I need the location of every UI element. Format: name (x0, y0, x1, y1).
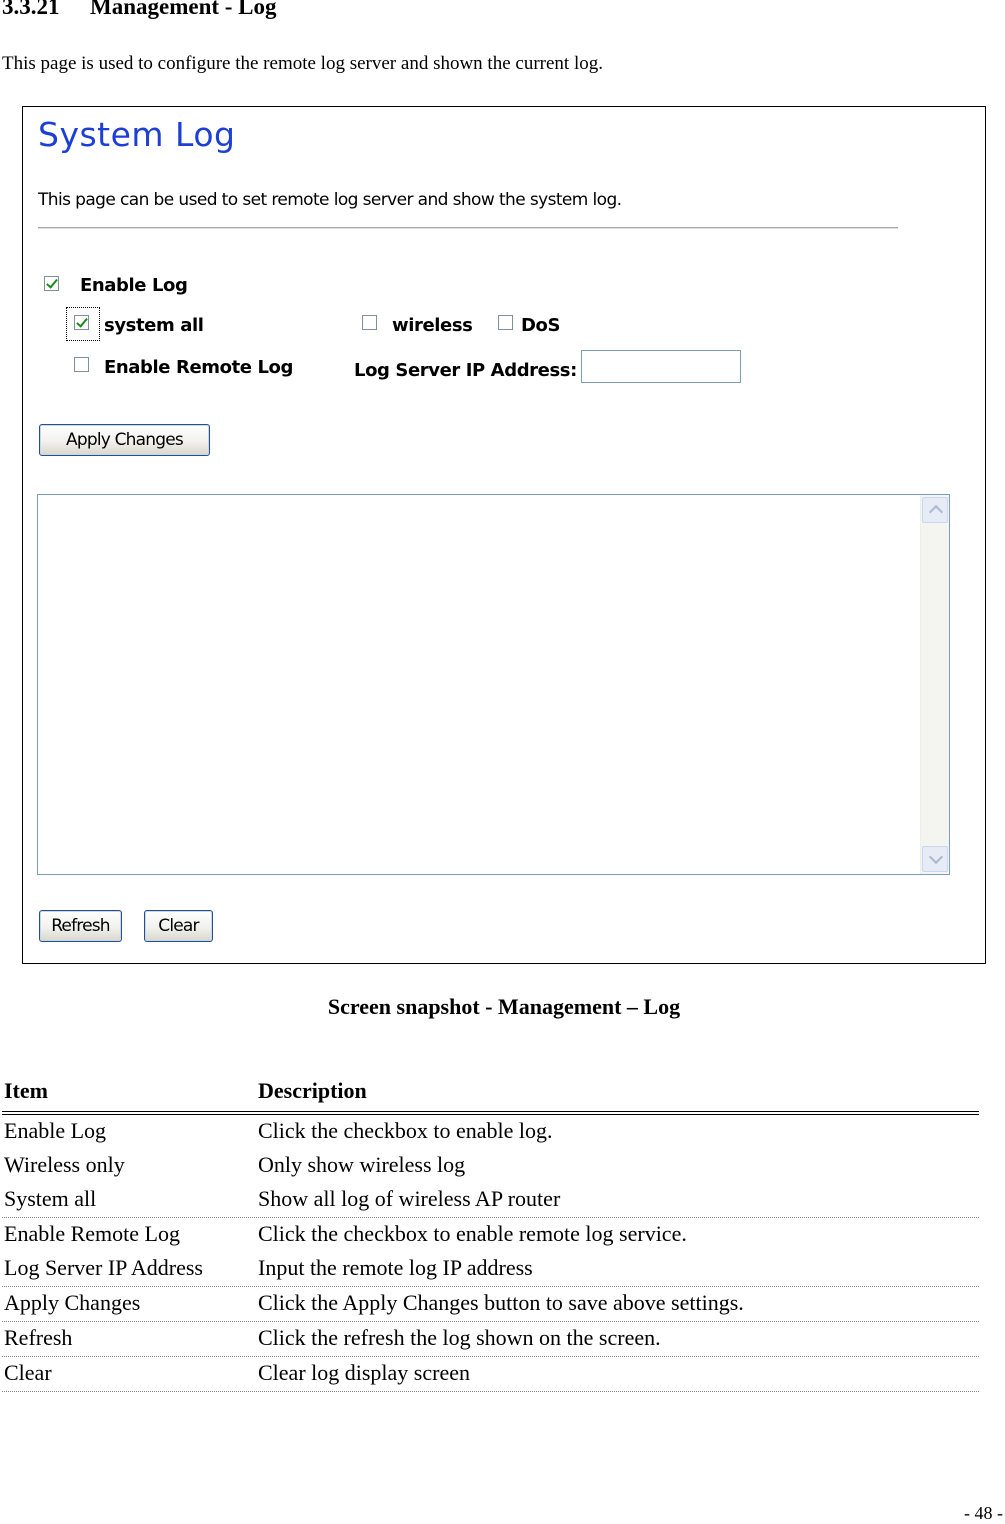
enable-remote-log-label: Enable Remote Log (104, 357, 293, 378)
row-item: Log Server IP Address (4, 1255, 203, 1280)
row-description: Only show wireless log (258, 1152, 466, 1177)
row-description: Input the remote log IP address (258, 1255, 533, 1280)
screenshot-frame (22, 106, 986, 964)
row-item: Enable Log (4, 1118, 107, 1143)
refresh-button[interactable]: Refresh (39, 910, 122, 942)
table-row (2, 1149, 979, 1183)
table-header (2, 1078, 979, 1115)
enable-remote-log-checkbox[interactable] (74, 357, 89, 372)
row-item: Clear (4, 1360, 52, 1385)
table-row (2, 1252, 979, 1287)
row-description: Click the Apply Changes button to save above settings. (258, 1290, 744, 1315)
divider (38, 227, 898, 229)
log-server-ip-input[interactable] (581, 350, 741, 383)
row-description: Show all log of wireless AP router (258, 1186, 561, 1211)
table-row (2, 1287, 979, 1322)
table-row (2, 1115, 979, 1149)
section-title: Management - Log (90, 0, 277, 19)
row-description: Click the refresh the log shown on the screen. (258, 1325, 661, 1350)
header-description: Description (258, 1078, 367, 1103)
log-textarea[interactable] (37, 494, 950, 875)
clear-button[interactable]: Clear (144, 910, 213, 942)
system-all-checkbox[interactable] (74, 315, 89, 330)
scrollbar[interactable] (920, 495, 949, 874)
system-all-label: system all (104, 315, 204, 336)
table-row (2, 1218, 979, 1252)
row-item: System all (4, 1186, 97, 1211)
figure-caption: Screen snapshot - Management – Log (327, 994, 681, 1019)
section-heading (2, 0, 277, 20)
log-server-ip-label: Log Server IP Address: (354, 360, 577, 381)
row-description: Click the checkbox to enable remote log service. (258, 1221, 687, 1246)
page-title: System Log (38, 115, 236, 154)
wireless-label: wireless (392, 315, 473, 336)
row-description: Click the checkbox to enable log. (258, 1118, 553, 1143)
enable-log-label: Enable Log (80, 275, 188, 296)
table-row (2, 1322, 979, 1357)
dos-checkbox[interactable] (498, 315, 513, 330)
header-item: Item (4, 1078, 48, 1103)
scroll-up-icon[interactable] (922, 497, 948, 523)
page-number: - 48 - (964, 1503, 1003, 1523)
scroll-down-icon[interactable] (922, 846, 948, 872)
table-row (2, 1183, 979, 1218)
row-item: Apply Changes (4, 1290, 141, 1315)
page-description: This page can be used to set remote log server and show the system log. (38, 190, 622, 210)
row-description: Clear log display screen (258, 1360, 470, 1385)
table-row (2, 1357, 979, 1392)
description-table (2, 1078, 979, 1392)
wireless-checkbox[interactable] (362, 315, 377, 330)
dos-label: DoS (521, 315, 561, 336)
row-item: Enable Remote Log (4, 1221, 180, 1246)
section-number: 3.3.21 (2, 0, 60, 19)
intro-paragraph: This page is used to configure the remote log server and shown the current log. (2, 53, 603, 74)
row-item: Wireless only (4, 1152, 125, 1177)
enable-log-checkbox[interactable] (44, 276, 59, 291)
apply-changes-button[interactable]: Apply Changes (39, 424, 210, 456)
row-item: Refresh (4, 1325, 73, 1350)
